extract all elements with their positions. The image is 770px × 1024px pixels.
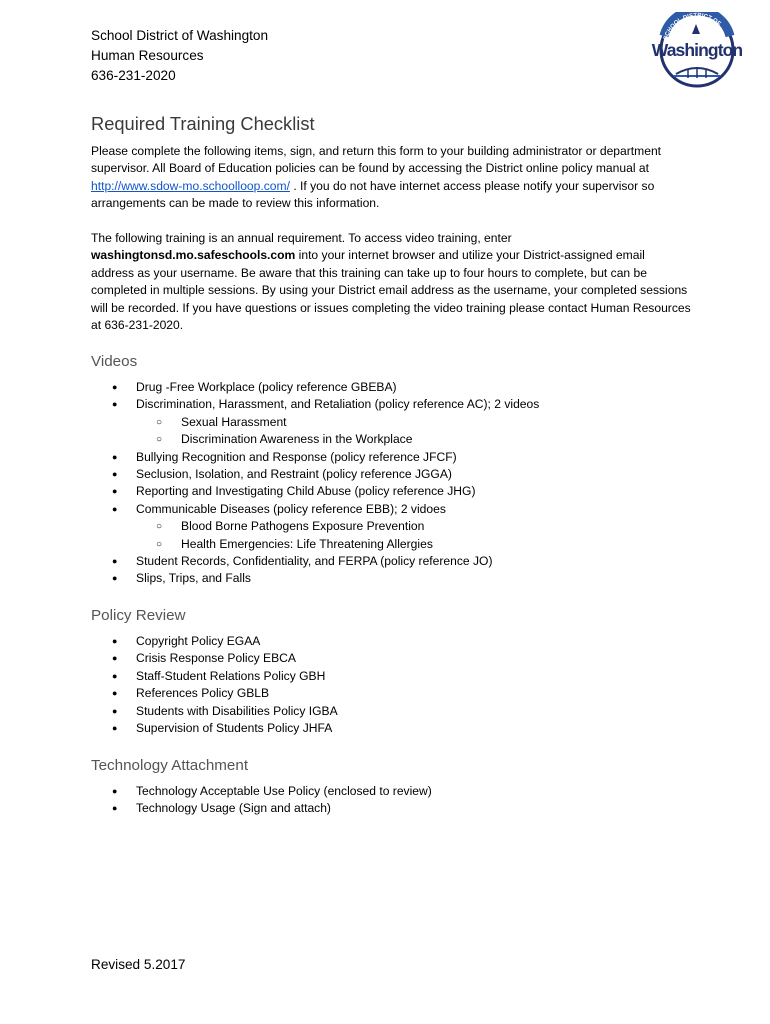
- list-item: ● Bullying Recognition and Response (policy reference JFCF): [0, 449, 539, 466]
- list-item: ● Technology Usage (Sign and attach): [0, 800, 432, 817]
- list-item: ● Technology Acceptable Use Policy (enclosed to review): [0, 783, 432, 800]
- annual-training-paragraph: [91, 230, 691, 334]
- list-item: ● Reporting and Investigating Child Abuse (policy reference JHG): [0, 483, 539, 500]
- list-item: ● Crisis Response Policy EBCA: [0, 650, 338, 667]
- list-item: ● Students with Disabilities Policy IGBA: [0, 703, 338, 720]
- phone-number: 636-231-2020: [91, 67, 176, 83]
- videos-heading: Videos: [91, 353, 138, 370]
- department-name: Human Resources: [91, 47, 204, 63]
- intro-text: Please complete the following items, sign, and return this form to your building administrator or department supervisor. All Board of Education policies can be found by accessing the District online policy manual at: [91, 144, 662, 176]
- letterhead: [91, 26, 268, 85]
- list-item: ● Copyright Policy EGAA: [0, 633, 338, 650]
- technology-heading: Technology Attachment: [91, 757, 249, 774]
- revision-footer: Revised 5.2017: [91, 957, 186, 972]
- sub-list-item: ○ Discrimination Awareness in the Workplace: [0, 431, 539, 448]
- sub-list-item: ○ Blood Borne Pathogens Exposure Prevention: [0, 518, 539, 535]
- list-item: ● Student Records, Confidentiality, and FERPA (policy reference JO): [0, 553, 539, 570]
- list-item: ● Supervision of Students Policy JHFA: [0, 720, 338, 737]
- sub-list-item: ○ Sexual Harassment: [0, 414, 539, 431]
- list-item: ● Drug -Free Workplace (policy reference GBEBA): [0, 379, 539, 396]
- annual-text-end: into your internet browser and utilize your District-assigned email address as your username. Be aware that this training can take up to four hours to complete, but can be completed in multiple sessions. By using your District email address as the username, your completed sessions will be recorded. If you have questions or issues completing the video training please contact Human Resources at 636-231-2020.: [91, 248, 691, 333]
- policy-review-list: [0, 633, 338, 737]
- logo-wordmark: Washington: [651, 40, 743, 60]
- list-item: ● Staff-Student Relations Policy GBH: [0, 668, 338, 685]
- list-item: ● Discrimination, Harassment, and Retaliation (policy reference AC); 2 videos: [0, 396, 539, 413]
- page-title: Required Training Checklist: [91, 113, 315, 134]
- list-item: ● References Policy GBLB: [0, 685, 338, 702]
- intro-paragraph: [91, 143, 691, 213]
- policy-review-heading: Policy Review: [91, 607, 186, 624]
- intro-text-end: . If you do not have internet access please notify your supervisor so arrangements can be made to review this information.: [91, 178, 655, 211]
- list-item: ● Slips, Trips, and Falls: [0, 570, 539, 587]
- policy-manual-link[interactable]: http://www.sdow-mo.schoolloop.com/: [91, 178, 290, 193]
- training-url: washingtonsd.mo.safeschools.com: [91, 248, 296, 263]
- annual-text: The following training is an annual requirement. To access video training, enter: [91, 231, 512, 245]
- videos-list: [0, 379, 539, 588]
- list-item: ● Seclusion, Isolation, and Restraint (policy reference JGGA): [0, 466, 539, 483]
- district-name: School District of Washington: [91, 28, 269, 43]
- logo-arc-text: SCHOOL DISTRICT OF: [663, 12, 722, 41]
- technology-list: [0, 783, 432, 818]
- district-logo: [648, 12, 746, 90]
- list-item: ● Communicable Diseases (policy reference EBB); 2 vidoes: [0, 501, 539, 518]
- sub-list-item: ○ Health Emergencies: Life Threatening Allergies: [0, 536, 539, 553]
